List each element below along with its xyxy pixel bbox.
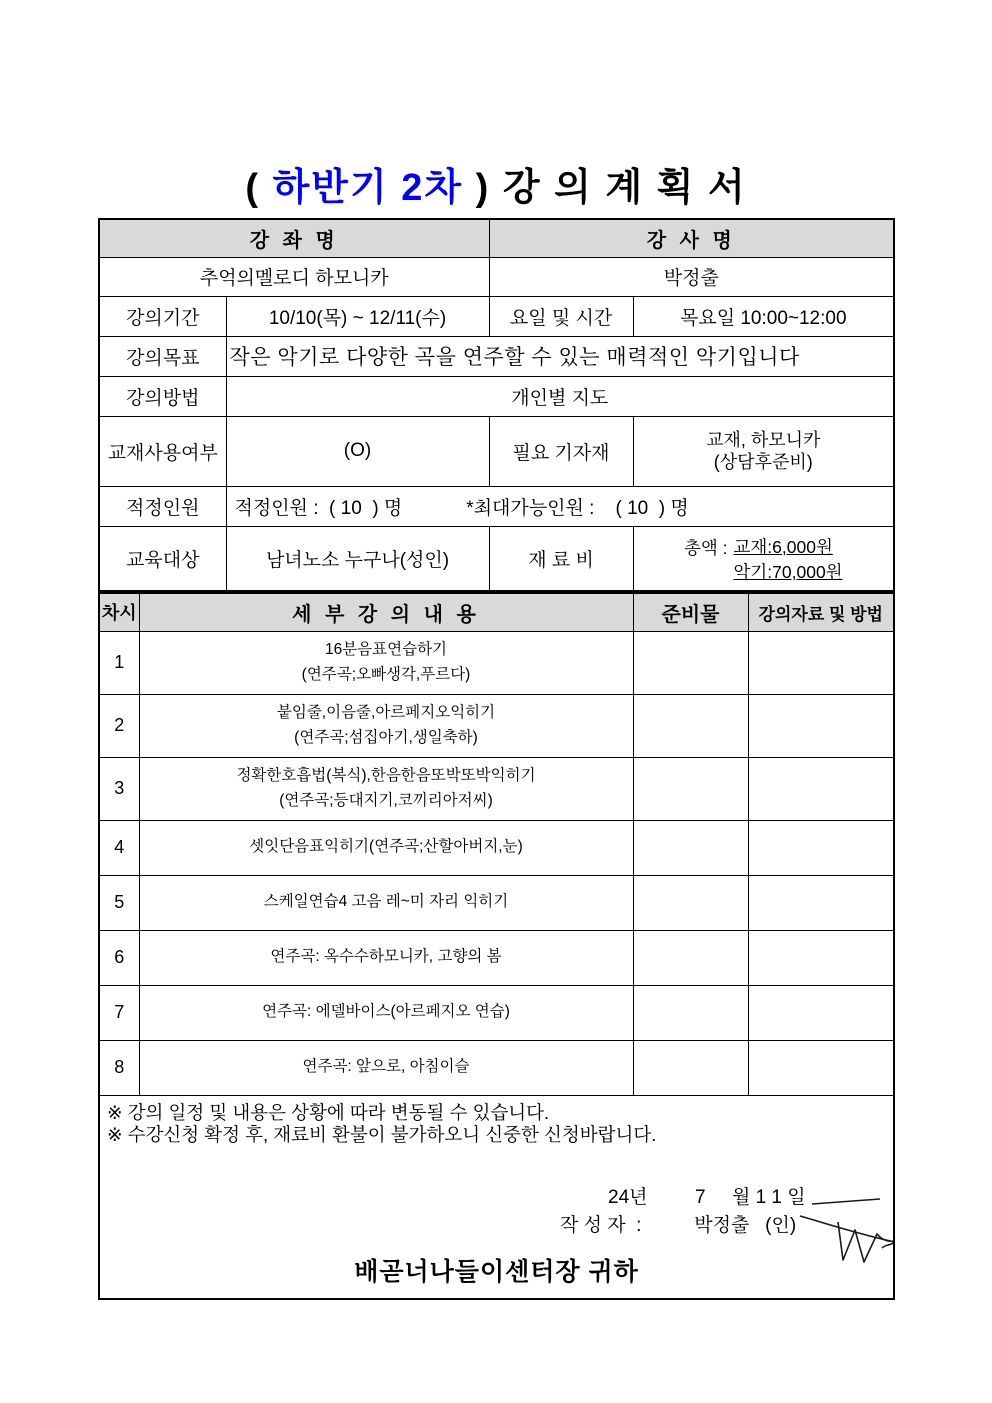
goal-value: 작은 악기로 다양한 곡을 연주할 수 있는 매력적인 악기입니다: [226, 336, 894, 376]
session-content-line1: 정확한호흡법(복식),한음한음또박또박익히기: [236, 767, 536, 785]
target-value: 남녀노소 누구나(성인): [226, 526, 489, 591]
schedule-row-6: [99, 930, 894, 985]
materials-cell: [633, 875, 748, 930]
equipment-value: [633, 416, 894, 486]
col-header-content: 세 부 강 의 내 용: [139, 593, 633, 631]
capacity-max: *최대가능인원 : ( 10 ) 명: [466, 497, 689, 519]
materials-cell: [633, 985, 748, 1040]
session-number: 6: [99, 930, 139, 985]
notes: [107, 1102, 656, 1148]
session-content-line1: 스케일연습4 고음 레~미 자리 익히기: [263, 893, 509, 911]
session-content: [139, 694, 633, 757]
schedule-row-3: [99, 757, 894, 820]
target-label: 교육대상: [99, 526, 226, 591]
materials-cell: [633, 757, 748, 820]
goal-label: 강의목표: [99, 336, 226, 376]
fee-value: [633, 526, 894, 591]
session-content-line1: 연주곡: 에델바이스(아르페지오 연습): [262, 1003, 510, 1021]
schedule-row-5: [99, 875, 894, 930]
session-content-line1: 셋잇단음표익히기(연주곡;산할아버지,눈): [249, 838, 523, 856]
session-number: 4: [99, 820, 139, 875]
session-number: 3: [99, 757, 139, 820]
page-title: [0, 156, 992, 211]
session-number: 2: [99, 694, 139, 757]
footer-block: [99, 1095, 894, 1299]
textbook-value: (O): [226, 416, 489, 486]
session-content: [139, 930, 633, 985]
col-header-materials: 준비물: [633, 593, 748, 631]
day-time-value: 목요일 10:00~12:00: [633, 296, 894, 336]
capacity-label: 적정인원: [99, 486, 226, 526]
fee-instrument-amount: 악기:70,000원: [733, 562, 843, 583]
session-number: 1: [99, 631, 139, 694]
instructor-header: 강 사 명: [489, 219, 894, 257]
schedule-row-8: [99, 1040, 894, 1095]
capacity-value: [226, 486, 894, 526]
title-main: 강 의 계 획 서: [502, 167, 747, 209]
title-term-highlight: 하반기 2차: [272, 167, 464, 209]
session-content: [139, 875, 633, 930]
schedule-row-4: [99, 820, 894, 875]
course-info-table: [98, 218, 895, 592]
schedule-row-7: [99, 985, 894, 1040]
equipment-line1: 교재, 하모니카: [706, 429, 821, 450]
equipment-label: 필요 기자재: [489, 416, 633, 486]
instructor-name-value: 박정출: [489, 257, 894, 296]
session-content: [139, 820, 633, 875]
session-content-line1: 16분음표연습하기: [324, 641, 448, 659]
equipment-line2: (상담후준비): [713, 452, 813, 472]
materials-cell: [633, 694, 748, 757]
course-name-value: 추억의멜로디 하모니카: [99, 257, 489, 296]
method-value: 개인별 지도: [226, 376, 894, 416]
fee-textbook-amount: 교재:6,000원: [733, 536, 833, 557]
session-content-line2: (연주곡;섬집아기,생일축하): [294, 728, 478, 746]
written-date: 24년 7 월 1 1 일: [608, 1186, 806, 1208]
method-cell: [748, 757, 894, 820]
textbook-label: 교재사용여부: [99, 416, 226, 486]
schedule-table: [98, 592, 895, 1300]
title-paren-open: (: [245, 167, 273, 209]
method-cell: [748, 631, 894, 694]
session-content: [139, 757, 633, 820]
method-cell: [748, 694, 894, 757]
session-content: [139, 631, 633, 694]
recipient-line: 배곧너나들이센터장 귀하: [354, 1257, 639, 1286]
col-header-session: 차시: [99, 593, 139, 631]
period-value: 10/10(목) ~ 12/11(수): [226, 296, 489, 336]
session-content-line1: 연주곡: 앞으로, 아침이슬: [302, 1058, 470, 1076]
method-label: 강의방법: [99, 376, 226, 416]
day-time-label: 요일 및 시간: [489, 296, 633, 336]
col-header-method: 강의자료 및 방법: [748, 593, 894, 631]
method-cell: [748, 875, 894, 930]
fee-prefix: 총액 :: [683, 537, 728, 558]
method-cell: [748, 1040, 894, 1095]
session-content-line2: (연주곡;오빠생각,푸르다): [301, 665, 471, 683]
materials-cell: [633, 1040, 748, 1095]
note-line2: ※ 수강신청 확정 후, 재료비 환불이 불가하오니 신중한 신청바랍니다.: [107, 1124, 657, 1146]
session-number: 7: [99, 985, 139, 1040]
course-name-header: 강 좌 명: [99, 219, 489, 257]
session-content: [139, 985, 633, 1040]
session-content: [139, 1040, 633, 1095]
title-paren-close: ): [463, 167, 503, 209]
session-number: 5: [99, 875, 139, 930]
materials-cell: [633, 631, 748, 694]
schedule-row-1: [99, 631, 894, 694]
method-cell: [748, 820, 894, 875]
period-label: 강의기간: [99, 296, 226, 336]
capacity-standard: 적정인원 : ( 10 ) 명: [234, 497, 403, 519]
session-content-line1: 연주곡: 옥수수하모니카, 고향의 봄: [270, 948, 502, 966]
materials-cell: [633, 930, 748, 985]
session-content-line2: (연주곡;등대지기,코끼리아저씨): [279, 791, 493, 809]
materials-cell: [633, 820, 748, 875]
method-cell: [748, 985, 894, 1040]
fee-label: 재 료 비: [489, 526, 633, 591]
session-number: 8: [99, 1040, 139, 1095]
session-content-line1: 붙임줄,이음줄,아르페지오익히기: [276, 704, 496, 722]
author-line: 작 성 자 : 박정출 (인): [560, 1214, 797, 1236]
schedule-row-2: [99, 694, 894, 757]
method-cell: [748, 930, 894, 985]
note-line1: ※ 강의 일정 및 내용은 상황에 따라 변동될 수 있습니다.: [107, 1101, 550, 1123]
